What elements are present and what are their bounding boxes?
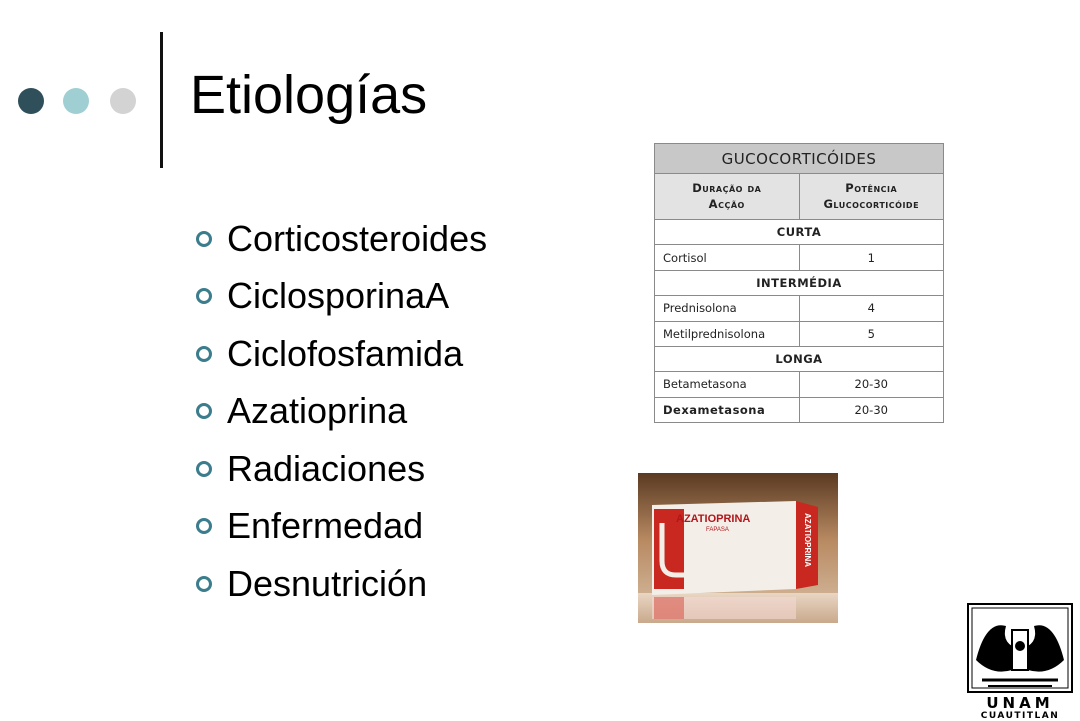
bullet-item — [195, 498, 487, 556]
bullet-text: Corticosteroides — [227, 217, 488, 259]
bullet-ring-icon — [195, 402, 213, 420]
bullet-ring-icon — [195, 460, 213, 478]
table-row — [655, 372, 944, 397]
drug-cell: Dexametasona — [655, 397, 800, 422]
potency-cell: 5 — [799, 321, 944, 346]
section-header: LONGA — [655, 346, 944, 371]
dark-dot — [18, 88, 44, 114]
table-title: GUCOCORTICÓIDES — [655, 144, 944, 174]
unam-wordmark — [962, 696, 1078, 721]
bullet-ring-icon — [195, 230, 213, 248]
box-maker-label: FAPASA — [706, 527, 729, 533]
table-row — [655, 321, 944, 346]
potency-cell: 20-30 — [799, 397, 944, 422]
drug-cell: Prednisolona — [655, 296, 800, 321]
bullet-text: Radiaciones — [227, 447, 426, 489]
drug-cell: Betametasona — [655, 372, 800, 397]
table-row — [655, 296, 944, 321]
bullet-ring-icon — [195, 575, 213, 593]
bullet-text: Desnutrición — [227, 562, 428, 604]
decorative-dots — [18, 88, 138, 114]
section-header: CURTA — [655, 220, 944, 245]
drug-cell: Cortisol — [655, 245, 800, 270]
potency-cell: 4 — [799, 296, 944, 321]
glucocorticoid-table — [654, 143, 944, 423]
box-brand-label: AZATIOPRINA — [676, 513, 751, 525]
bullet-item — [195, 440, 487, 498]
column-header-potency: Potência Glucocorticóide — [799, 174, 944, 220]
bullet-text: Azatioprina — [227, 390, 408, 432]
bullet-item — [195, 268, 487, 326]
bullet-text: CiclosporinaA — [227, 275, 450, 317]
table-row — [655, 245, 944, 270]
potency-cell: 1 — [799, 245, 944, 270]
bullet-list — [195, 210, 487, 613]
bullet-text: Ciclofosfamida — [227, 332, 464, 374]
bullet-item — [195, 325, 487, 383]
unam-crest-icon — [962, 600, 1078, 696]
logo-line-cuautitlan: CUAUTITLAN — [980, 711, 1060, 721]
bullet-ring-icon — [195, 345, 213, 363]
bullet-text: Enfermedad — [227, 505, 424, 547]
column-header-duration: Duração da Acção — [655, 174, 800, 220]
medicine-box-photo — [638, 473, 838, 623]
box-side-label: AZATIOPRINA — [803, 513, 812, 568]
potency-cell: 20-30 — [799, 372, 944, 397]
slide-title: Etiologías — [190, 65, 428, 125]
logo-line-unam: UNAM — [986, 694, 1054, 712]
gray-dot — [110, 88, 136, 114]
bullet-ring-icon — [195, 287, 213, 305]
bullet-ring-icon — [195, 517, 213, 535]
drug-cell: Metilprednisolona — [655, 321, 800, 346]
table-row — [655, 397, 944, 422]
teal-dot — [63, 88, 89, 114]
bullet-item — [195, 383, 487, 441]
bullet-item — [195, 210, 487, 268]
title-divider — [160, 32, 163, 168]
section-header: INTERMÉDIA — [655, 270, 944, 295]
bullet-item — [195, 555, 487, 613]
